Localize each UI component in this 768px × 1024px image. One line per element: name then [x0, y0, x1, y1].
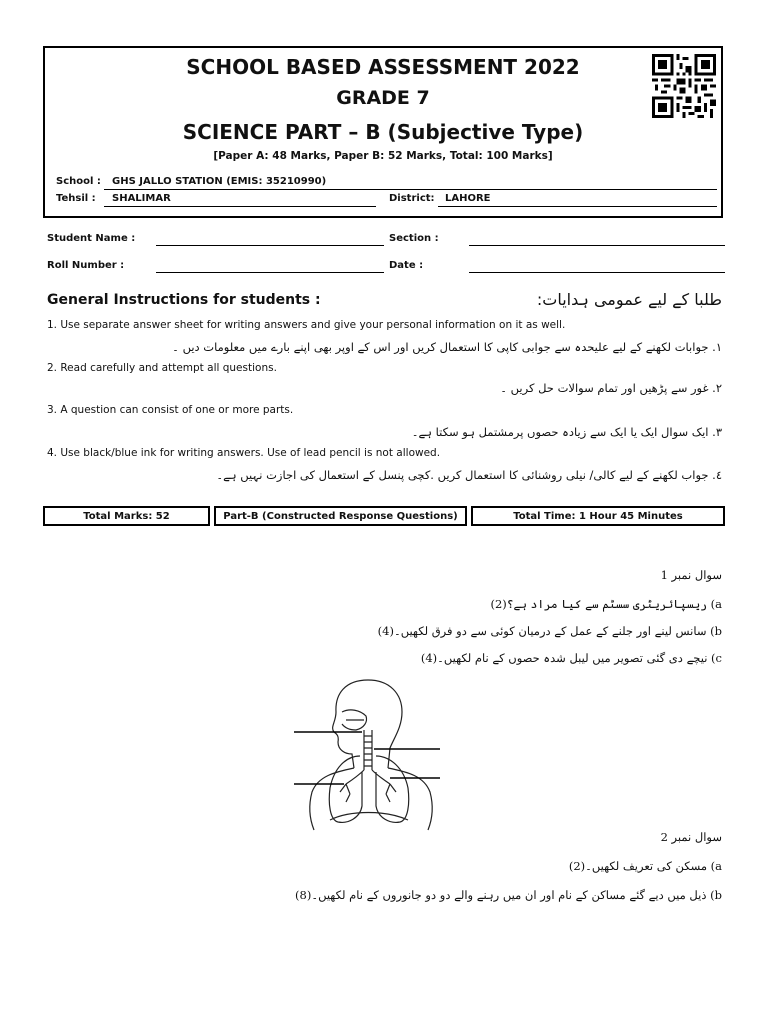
- date-label: Date :: [389, 260, 424, 271]
- question-1-part-c: c) نیچے دی گئی تصویر میں لیبل شدہ حصوں کے نام لکھیں۔(4): [420, 651, 722, 665]
- instruction-2-ur: ۲. غور سے پڑھیں اور تمام سوالات حل کریں ۔: [500, 381, 722, 395]
- question-2-title: سوال نمبر 2: [660, 830, 722, 844]
- tehsil-value: SHALIMAR: [112, 193, 171, 204]
- school-line: [104, 189, 717, 190]
- instructions-heading-en: General Instructions for students :: [47, 292, 321, 308]
- marks-bar: [43, 506, 725, 526]
- instruction-1-ur: ۱. جوابات لکھنے کے لیے علیحدہ سے جوابی کاپی کا استعمال کریں اور اس کے اوپر بھی اپنے بارے میں معلومات دیں ۔: [172, 340, 722, 354]
- school-value: GHS JALLO STATION (EMIS: 35210990): [112, 176, 327, 187]
- instruction-3-ur: ۳. ایک سوال ایک یا ایک سے زیادہ حصوں پرمشتمل ہو سکتا ہے۔: [411, 425, 722, 439]
- part-cell: Part-B (Constructed Response Questions): [214, 506, 467, 526]
- roll-number-field[interactable]: [156, 272, 384, 273]
- question-1-title: سوال نمبر 1: [660, 568, 722, 582]
- section-label: Section :: [389, 233, 439, 244]
- date-field[interactable]: [469, 272, 725, 273]
- student-name-field[interactable]: [156, 245, 384, 246]
- instructions-heading-ur: طلبا کے لیے عمومی ہدایات:: [536, 290, 722, 309]
- question-2-part-b: b) ذیل میں دیے گئے مساکن کے نام اور ان میں رہنے والے دو دو جانوروں کے نام لکھیں۔(8): [295, 888, 722, 902]
- tehsil-label: Tehsil :: [56, 193, 96, 204]
- total-time-cell: Total Time: 1 Hour 45 Minutes: [471, 506, 725, 526]
- exam-title: SCHOOL BASED ASSESSMENT 2022: [186, 55, 580, 79]
- instruction-4-en: 4. Use black/blue ink for writing answers. Use of lead pencil is not allowed.: [47, 447, 441, 459]
- district-label: District:: [389, 193, 435, 204]
- marks-note: [Paper A: 48 Marks, Paper B: 52 Marks, Total: 100 Marks]: [213, 150, 553, 162]
- question-1-part-b: b) سانس لینے اور جلنے کے عمل کے درمیان کوئی سے دو فرق لکھیں۔(4): [377, 624, 722, 638]
- district-line: [438, 206, 717, 207]
- grade-title: GRADE 7: [336, 87, 430, 109]
- instruction-3-en: 3. A question can consist of one or more parts.: [47, 404, 294, 416]
- section-field[interactable]: [469, 245, 725, 246]
- school-label: School :: [56, 176, 101, 187]
- tehsil-line: [104, 206, 376, 207]
- instruction-4-ur: ٤. جواب لکھنے کے لیے کالی/ نیلی روشنائی کا استعمال کریں .کچی پنسل کے استعمال کی اجازت نہیں ہے۔: [216, 468, 722, 482]
- district-value: LAHORE: [445, 193, 491, 204]
- question-1-part-a: a) ریسپائریٹری سسٹم سے کیا مراد ہے؟(2): [490, 597, 722, 611]
- subject-title: SCIENCE PART – B (Subjective Type): [182, 120, 584, 144]
- total-marks-cell: Total Marks: 52: [43, 506, 210, 526]
- student-name-label: Student Name :: [47, 233, 136, 244]
- roll-number-label: Roll Number :: [47, 260, 125, 271]
- question-2-part-a: a) مسکن کی تعریف لکھیں۔(2): [568, 859, 722, 873]
- qr-code-icon: [652, 54, 716, 118]
- instruction-1-en: 1. Use separate answer sheet for writing answers and give your personal information on it as well.: [47, 319, 566, 331]
- respiratory-system-diagram: [290, 672, 450, 832]
- instruction-2-en: 2. Read carefully and attempt all questions.: [47, 362, 277, 374]
